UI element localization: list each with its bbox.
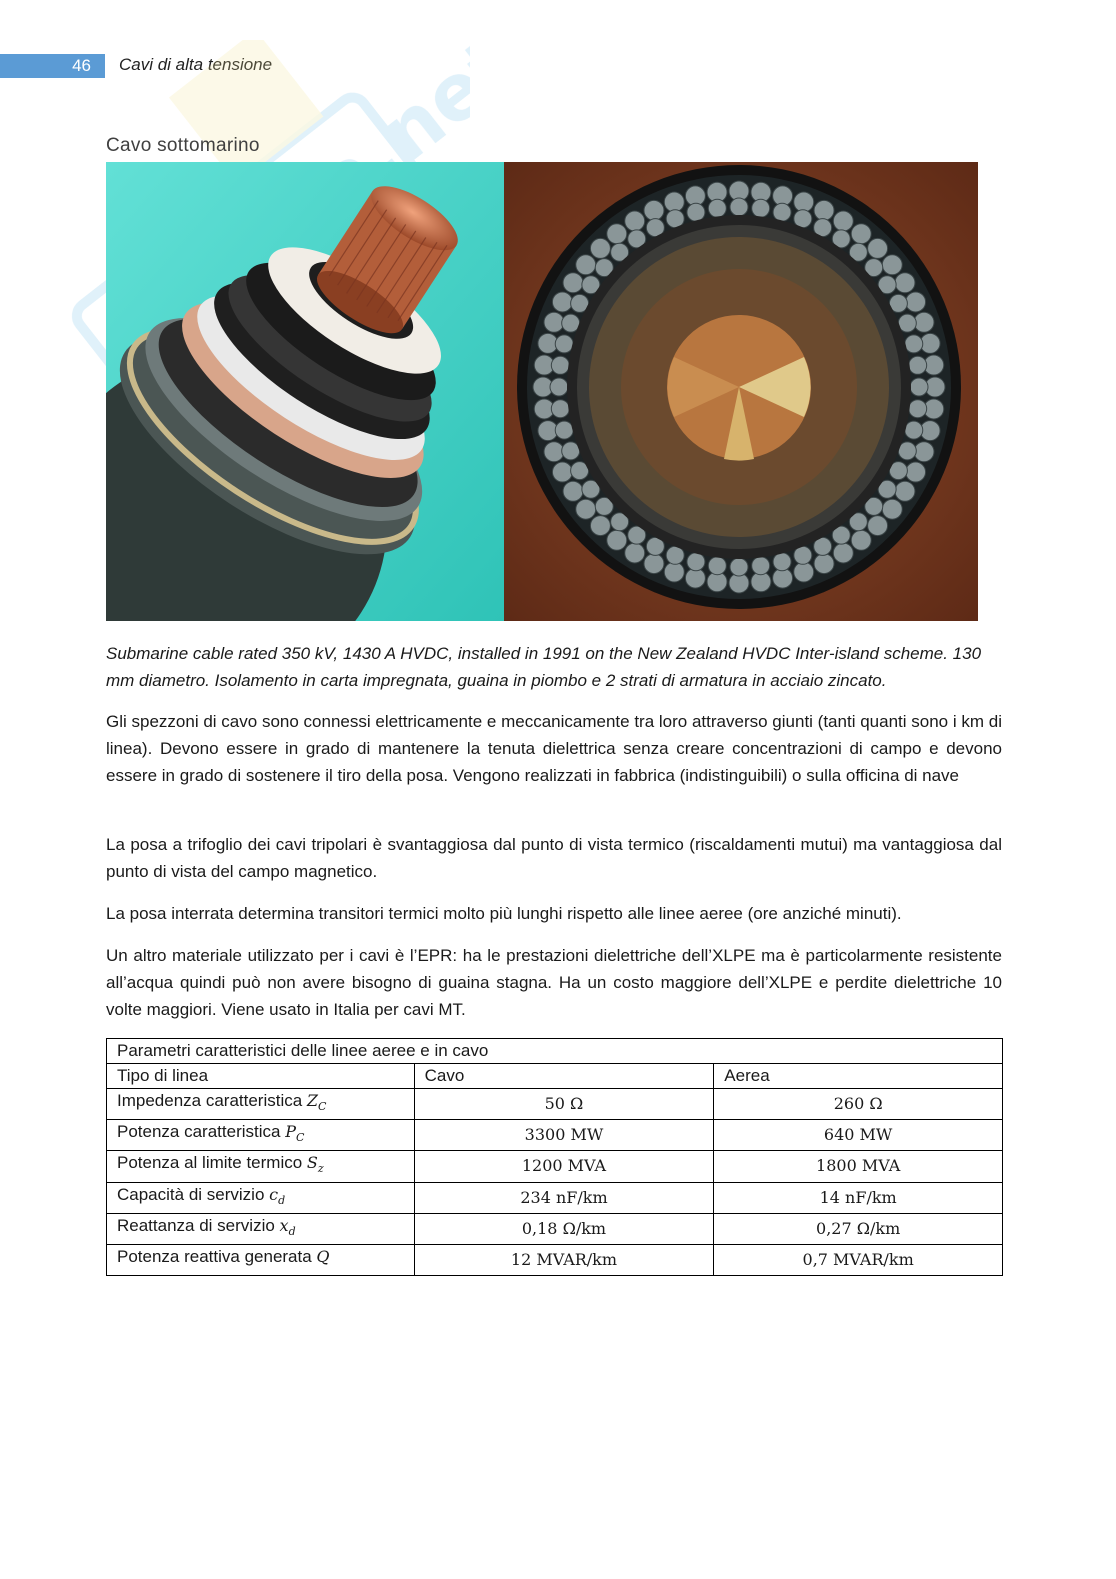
header-tipo-linea: Tipo di linea <box>107 1064 415 1089</box>
value-aerea: 0,7 MVAR/km <box>714 1244 1003 1275</box>
value-cavo: 1200 MVA <box>414 1151 714 1182</box>
table-row <box>107 1151 1003 1182</box>
value-aerea: 0,27 Ω/km <box>714 1213 1003 1244</box>
value-aerea: 640 MW <box>714 1120 1003 1151</box>
running-title: Cavi di alta tensione <box>119 55 273 74</box>
param-label <box>107 1120 415 1151</box>
param-symbol: $c_d$ <box>269 1184 286 1207</box>
value-aerea: 260 Ω <box>714 1089 1003 1120</box>
param-symbol: Q <box>316 1246 330 1266</box>
table-row <box>107 1120 1003 1151</box>
value-cavo: 234 nF/km <box>414 1182 714 1213</box>
table-header-row <box>107 1064 1003 1089</box>
param-label <box>107 1244 415 1275</box>
param-name: Potenza reattiva generata <box>117 1246 317 1266</box>
header-aerea: Aerea <box>714 1064 1003 1089</box>
header-cavo: Cavo <box>414 1064 714 1089</box>
paragraph-epr: Un altro materiale utilizzato per i cavi è l’EPR: ha le prestazioni dielettriche dell’XLPE ma è particolarmente resistente all’acqua quindi può non avere bisogno di guaina stagna. Ha un costo maggiore dell’XLPE e perdite dielettriche 10 volte maggiori. Viene usato in Italia per cavi MT. <box>106 946 1002 1019</box>
value-cavo: 50 Ω <box>414 1089 714 1120</box>
param-name: Capacità di servizio <box>117 1184 270 1204</box>
param-name: Potenza caratteristica <box>117 1122 286 1142</box>
param-label <box>107 1151 415 1182</box>
parameters-table <box>106 1038 1003 1276</box>
param-symbol: $x_d$ <box>279 1215 296 1238</box>
param-name: Potenza al limite termico <box>117 1153 307 1173</box>
param-name: Reattanza di servizio <box>117 1215 280 1235</box>
table-row <box>107 1182 1003 1213</box>
param-symbol: $Z_C$ <box>306 1091 327 1114</box>
paragraph-trefoil: La posa a trifoglio dei cavi tripolari è svantaggiosa dal punto di vista termico (riscaldamenti mutui) ma vantaggiosa dal punto di vista del campo magnetico. <box>106 835 1002 881</box>
param-name: Impedenza caratteristica <box>117 1091 307 1110</box>
paragraph-buried: La posa interrata determina transitori termici molto più lunghi rispetto alle linee aeree (ore anziché minuti). <box>106 904 902 923</box>
value-cavo: 3300 MW <box>414 1120 714 1151</box>
cable-cutaway-photo <box>106 162 504 621</box>
figure-caption: Submarine cable rated 350 kV, 1430 A HVDC, installed in 1991 on the New Zealand HVDC Inter-island scheme. 130 mm diametro. Isolamento in carta impregnata, guaina in piombo e 2 strati di armatura in acciaio zincato. <box>106 644 982 690</box>
value-aerea: 14 nF/km <box>714 1182 1003 1213</box>
paragraph-joints: Gli spezzoni di cavo sono connessi elettricamente e meccanicamente tra loro attraverso giunti (tanti quanti sono i km di linea). Devono essere in grado di mantenere la tenuta dielettrica senza creare concentrazioni di campo e devono essere in grado di sostenere il tiro della posa. Vengono realizzati in fabbrica (indistinguibili) o sulla officina di nave <box>106 712 1002 785</box>
cable-cross-section-photo <box>504 162 978 621</box>
table-row <box>107 1089 1003 1120</box>
table-title-row <box>107 1039 1003 1064</box>
param-symbol: $S_z$ <box>306 1153 324 1176</box>
section-heading: Cavo sottomarino <box>106 135 260 156</box>
value-cavo: 0,18 Ω/km <box>414 1213 714 1244</box>
table-row <box>107 1244 1003 1275</box>
table-row <box>107 1213 1003 1244</box>
table-title: Parametri caratteristici delle linee aeree e in cavo <box>107 1039 1003 1064</box>
param-label <box>107 1089 415 1120</box>
value-cavo: 12 MVAR/km <box>414 1244 714 1275</box>
param-symbol: $P_C$ <box>285 1122 305 1145</box>
value-aerea: 1800 MVA <box>714 1151 1003 1182</box>
page-number: 46 <box>0 54 105 78</box>
param-label <box>107 1182 415 1213</box>
param-label <box>107 1213 415 1244</box>
